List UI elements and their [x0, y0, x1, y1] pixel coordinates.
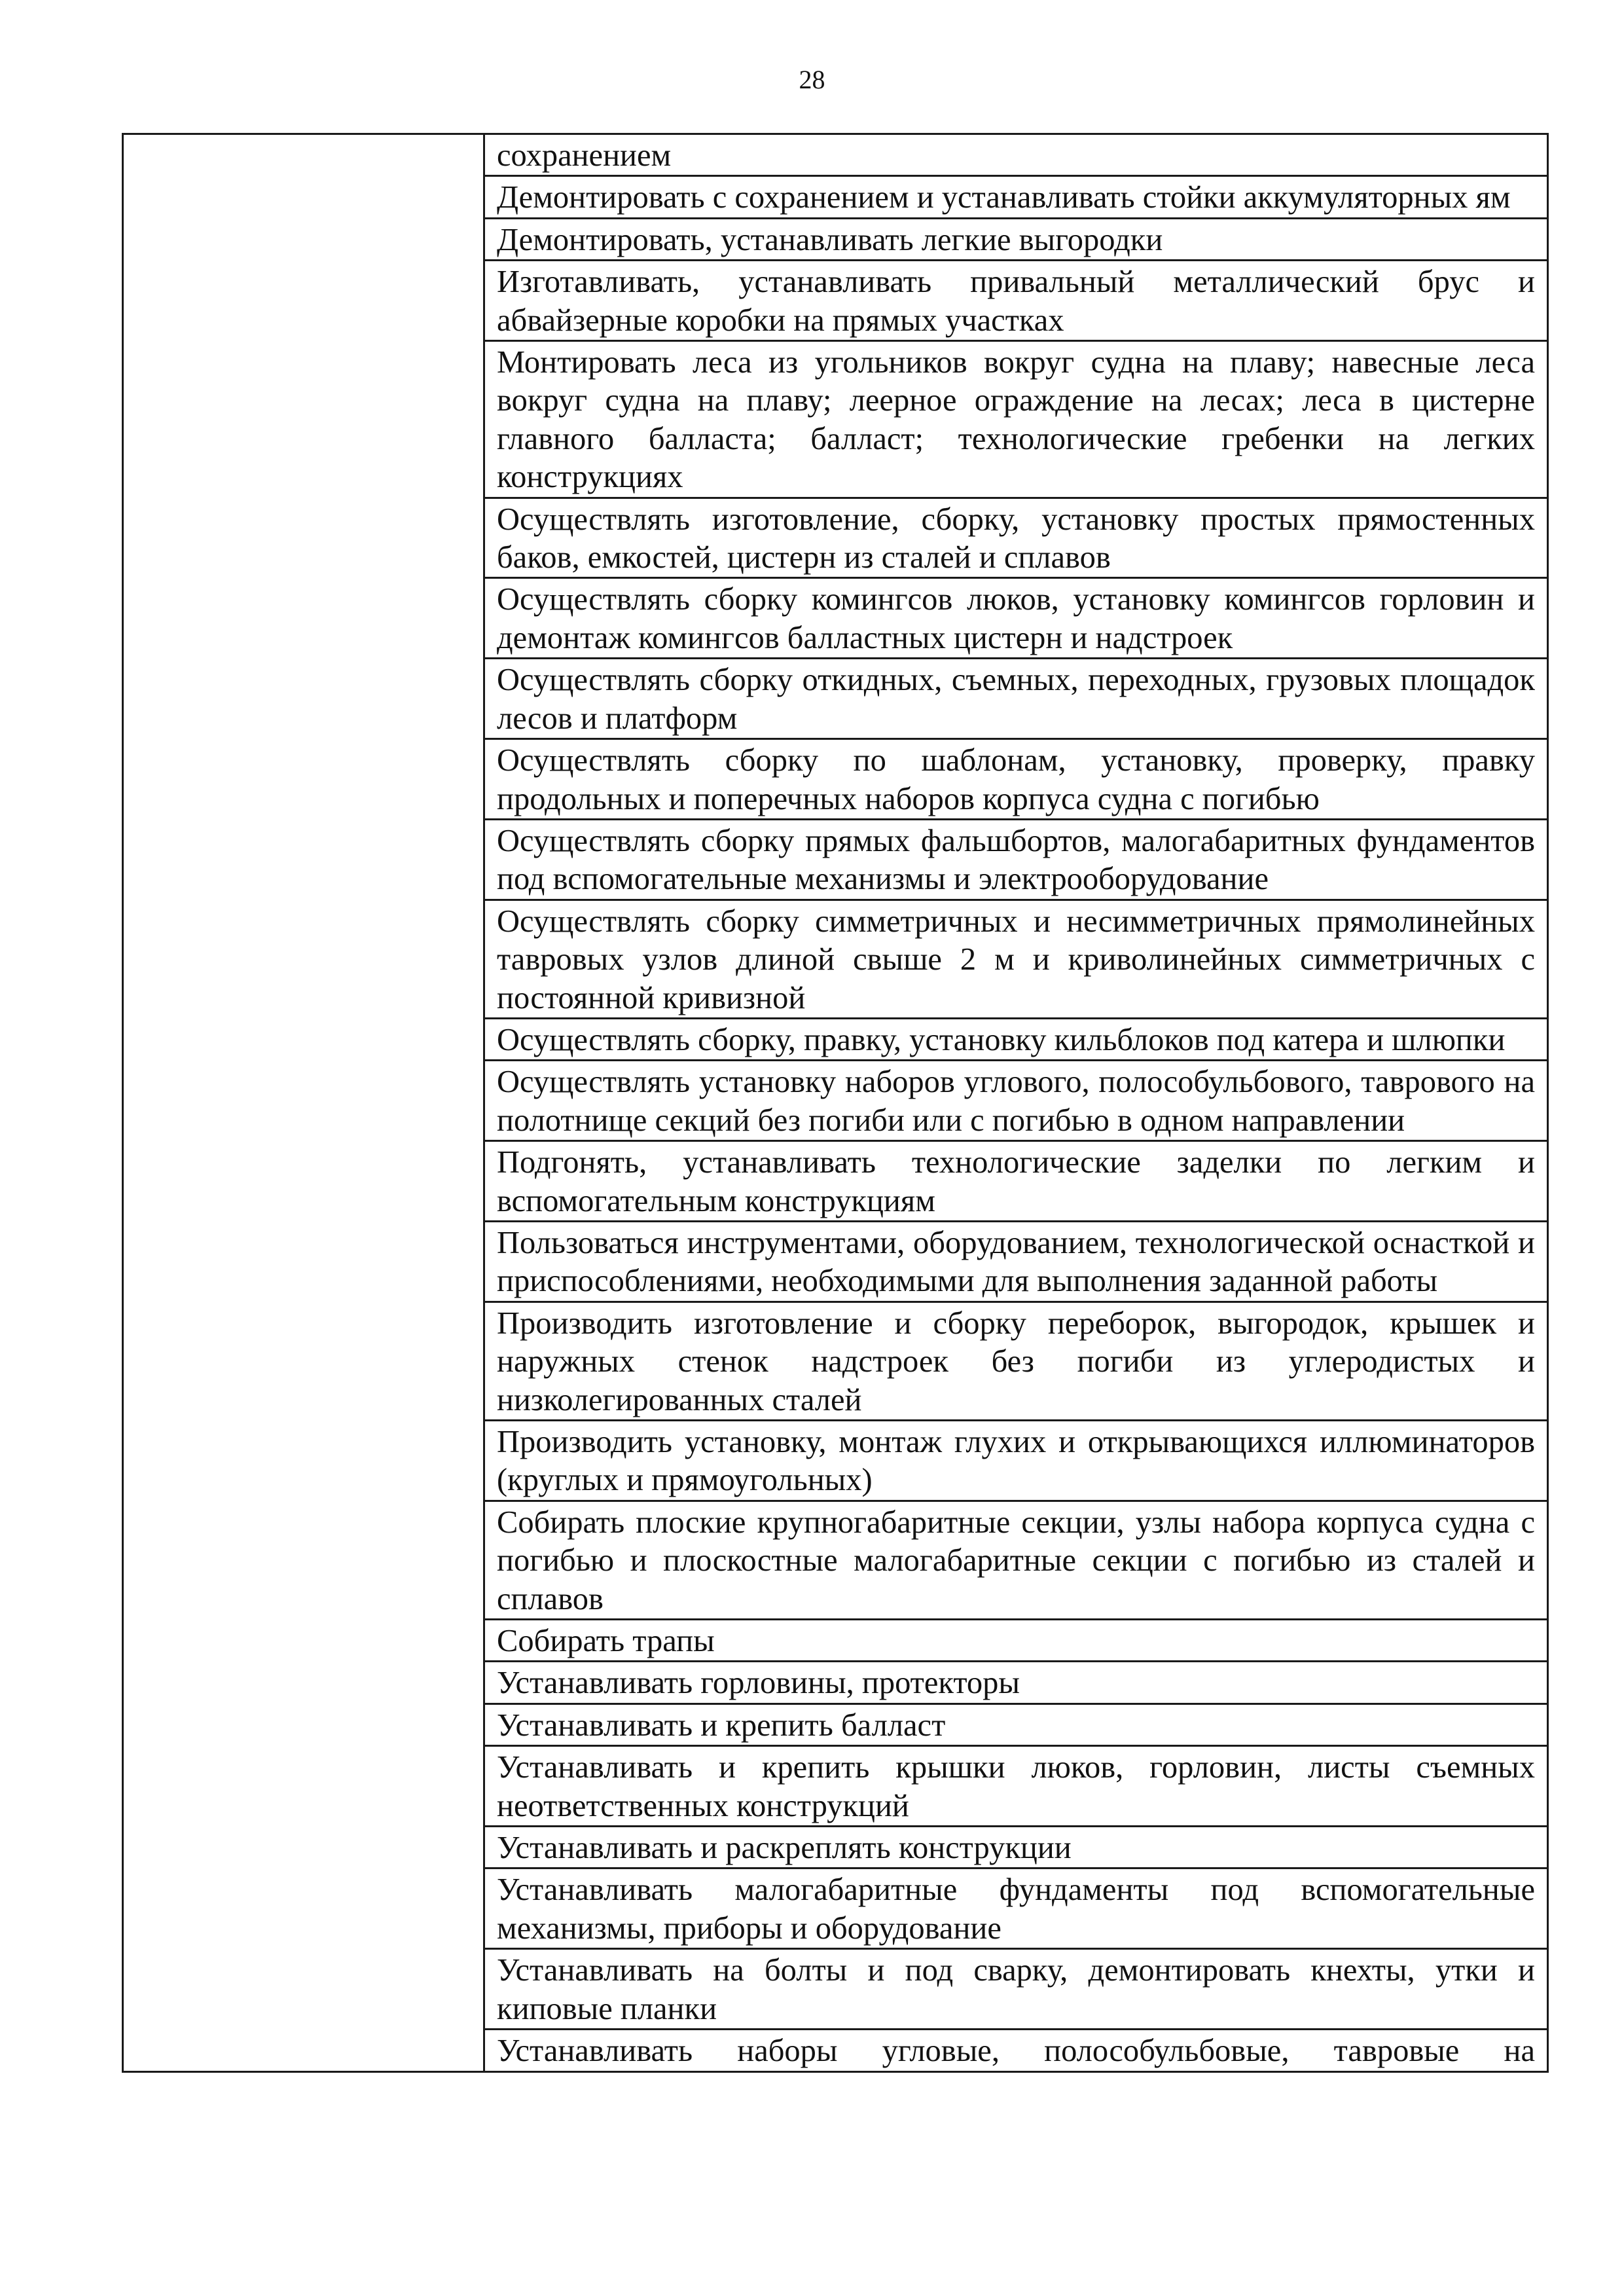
skills-table: [122, 133, 1549, 2073]
row-text: Собирать трапы: [497, 1624, 715, 1659]
table-cell: [484, 900, 1548, 1018]
table-cell: [484, 1421, 1548, 1501]
row-text: Подгонять, устанавливать технологические заделки по легким и вспомогательным конструкциям: [497, 1145, 1535, 1218]
table-row: [123, 134, 1548, 176]
row-text: Устанавливать на болты и под сварку, демонтировать кнехты, утки и киповые планки: [497, 1953, 1535, 2026]
table-cell: [484, 1018, 1548, 1060]
table-cell: [484, 1302, 1548, 1420]
row-text: Осуществлять сборку симметричных и несимметричных прямолинейных тавровых узлов длиной свыше 2 м и криволинейных симметричных с постоянной кривизной: [497, 903, 1535, 1015]
row-text: Устанавливать и раскреплять конструкции: [497, 1831, 1072, 1866]
table-cell: [484, 578, 1548, 659]
table-cell: [484, 1868, 1548, 1949]
table-cell: [484, 1949, 1548, 2030]
page-number: 28: [799, 65, 825, 94]
row-text: Пользоваться инструментами, оборудованием, технологической оснасткой и приспособлениями, необходимыми для выполнения заданной работы: [497, 1225, 1535, 1299]
table-cell: [484, 1221, 1548, 1302]
row-text: Изготавливать, устанавливать привальный металлический брус и абвайзерные коробки на прямых участках: [497, 264, 1535, 338]
table-cell: [484, 739, 1548, 820]
row-text: Устанавливать и крепить крышки люков, горловин, листы съемных неответственных конструкций: [497, 1750, 1535, 1823]
row-text: Производить установку, монтаж глухих и открывающихся иллюминаторов (круглых и прямоугольных): [497, 1425, 1535, 1498]
table-cell: [484, 261, 1548, 341]
row-text: Осуществлять сборку прямых фальшбортов, малогабаритных фундаментов под вспомогательные механизмы и электрооборудование: [497, 823, 1535, 897]
table-cell: [484, 1061, 1548, 1141]
row-text: Устанавливать наборы угловые, полособульбовые, тавровые на: [497, 2033, 1535, 2069]
row-text: Производить изготовление и сборку переборок, выгородок, крышек и наружных стенок надстроек без погиби из углеродистых и низколегированных сталей: [497, 1305, 1535, 1417]
table-cell: [484, 218, 1548, 260]
row-text: Осуществлять сборку комингсов люков, установку комингсов горловин и демонтаж комингсов балластных цистерн и надстроек: [497, 582, 1535, 655]
table-cell: [484, 1704, 1548, 1745]
table-cell: [484, 498, 1548, 578]
row-text: Осуществлять сборку откидных, съемных, переходных, грузовых площадок лесов и платформ: [497, 663, 1535, 736]
table-cell: [484, 1141, 1548, 1222]
table-cell: [484, 1501, 1548, 1619]
table-cell: [484, 341, 1548, 498]
row-text: Устанавливать горловины, протекторы: [497, 1666, 1020, 1701]
table-cell: [484, 1620, 1548, 1662]
table-cell: [484, 134, 1548, 176]
row-text: сохранением: [497, 138, 672, 173]
row-text: Демонтировать с сохранением и устанавливать стойки аккумуляторных ям: [497, 180, 1511, 215]
row-text: Устанавливать малогабаритные фундаменты под вспомогательные механизмы, приборы и оборудование: [497, 1872, 1535, 1946]
table-cell: [484, 1662, 1548, 1704]
table-cell: [484, 1746, 1548, 1827]
table-cell: [484, 1827, 1548, 1868]
row-text: Устанавливать и крепить балласт: [497, 1707, 946, 1743]
table-cell: [484, 659, 1548, 739]
empty-left-cell: [123, 134, 484, 2072]
table-cell: [484, 2030, 1548, 2071]
row-text: Демонтировать, устанавливать легкие выгородки: [497, 222, 1163, 257]
row-text: Собирать плоские крупногабаритные секции, узлы набора корпуса судна с погибью и плоскостные малогабаритные секции с погибью из сталей и сплавов: [497, 1504, 1535, 1616]
row-text: Осуществлять изготовление, сборку, установку простых прямостенных баков, емкостей, цистерн из сталей и сплавов: [497, 501, 1535, 575]
table-cell: [484, 176, 1548, 218]
row-text: Осуществлять сборку, правку, установку кильблоков под катера и шлюпки: [497, 1022, 1506, 1057]
row-text: Осуществлять установку наборов углового, полособульбового, таврового на полотнище секций без погиби или с погибью в одном направлении: [497, 1065, 1535, 1138]
row-text: Монтировать леса из угольников вокруг судна на плаву; навесные леса вокруг судна на плаву; леерное ограждение на лесах; леса в цистерне главного балласта; балласт; технологические гребенки на легких конструкциях: [497, 345, 1535, 495]
row-text: Осуществлять сборку по шаблонам, установку, проверку, правку продольных и поперечных наборов корпуса судна с погибью: [497, 743, 1535, 816]
table-cell: [484, 819, 1548, 900]
